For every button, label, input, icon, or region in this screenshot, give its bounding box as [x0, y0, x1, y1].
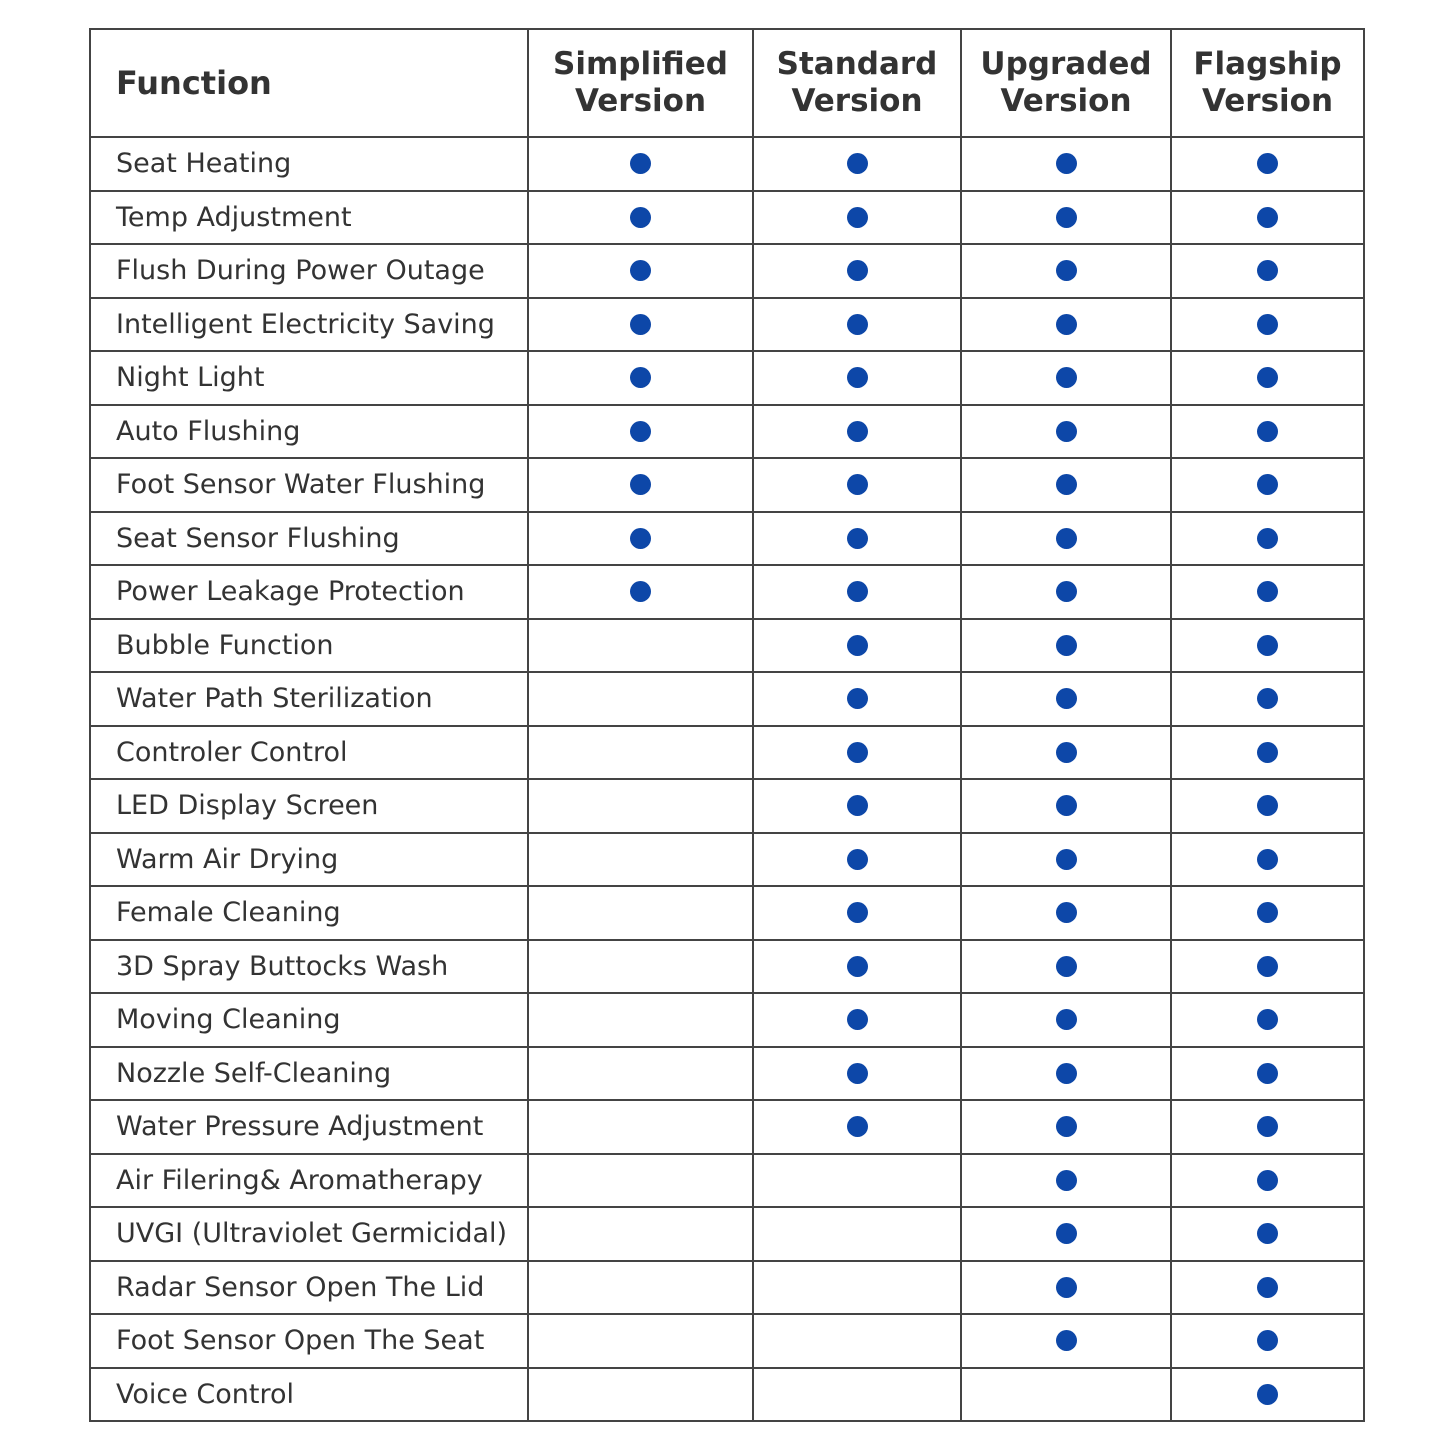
feature-availability-cell — [961, 993, 1171, 1047]
table-row — [90, 619, 1364, 673]
feature-availability-cell — [528, 351, 753, 405]
included-dot-icon — [630, 474, 651, 495]
feature-availability-cell — [528, 1368, 753, 1422]
feature-name: Foot Sensor Water Flushing — [90, 458, 528, 512]
included-dot-icon — [1257, 956, 1278, 977]
included-dot-icon — [1056, 1330, 1077, 1351]
included-dot-icon — [847, 742, 868, 763]
feature-availability-cell — [961, 244, 1171, 298]
table-row — [90, 1100, 1364, 1154]
included-dot-icon — [1257, 742, 1278, 763]
feature-availability-cell — [753, 1154, 961, 1208]
feature-availability-cell — [1171, 405, 1364, 459]
included-dot-icon — [847, 795, 868, 816]
included-dot-icon — [1257, 528, 1278, 549]
feature-availability-cell — [1171, 1207, 1364, 1261]
included-dot-icon — [1056, 795, 1077, 816]
feature-name: Air Filering& Aromatherapy — [90, 1154, 528, 1208]
included-dot-icon — [630, 581, 651, 602]
table-body — [90, 137, 1364, 1421]
feature-availability-cell — [753, 1100, 961, 1154]
feature-availability-cell — [1171, 458, 1364, 512]
feature-availability-cell — [1171, 298, 1364, 352]
feature-name: 3D Spray Buttocks Wash — [90, 940, 528, 994]
feature-availability-cell — [961, 726, 1171, 780]
included-dot-icon — [1257, 849, 1278, 870]
feature-availability-cell — [753, 244, 961, 298]
table-row — [90, 137, 1364, 191]
feature-availability-cell — [753, 351, 961, 405]
included-dot-icon — [1257, 1223, 1278, 1244]
feature-availability-cell — [1171, 1100, 1364, 1154]
included-dot-icon — [1056, 635, 1077, 656]
included-dot-icon — [630, 367, 651, 388]
feature-availability-cell — [753, 191, 961, 245]
feature-availability-cell — [528, 1314, 753, 1368]
feature-availability-cell — [1171, 672, 1364, 726]
feature-name: UVGI (Ultraviolet Germicidal) — [90, 1207, 528, 1261]
feature-name: Controler Control — [90, 726, 528, 780]
included-dot-icon — [1056, 314, 1077, 335]
function-column-header: Function — [90, 29, 528, 137]
feature-availability-cell — [1171, 244, 1364, 298]
feature-name: Radar Sensor Open The Lid — [90, 1261, 528, 1315]
feature-availability-cell — [1171, 726, 1364, 780]
included-dot-icon — [1257, 153, 1278, 174]
included-dot-icon — [847, 474, 868, 495]
included-dot-icon — [847, 1063, 868, 1084]
included-dot-icon — [1257, 1330, 1278, 1351]
table-header-row — [90, 29, 1364, 137]
included-dot-icon — [1056, 902, 1077, 923]
table-row — [90, 191, 1364, 245]
feature-availability-cell — [1171, 512, 1364, 566]
included-dot-icon — [847, 635, 868, 656]
feature-availability-cell — [528, 1207, 753, 1261]
included-dot-icon — [1257, 421, 1278, 442]
feature-availability-cell — [528, 886, 753, 940]
table-row — [90, 405, 1364, 459]
included-dot-icon — [847, 367, 868, 388]
table-row — [90, 1154, 1364, 1208]
feature-availability-cell — [528, 1154, 753, 1208]
included-dot-icon — [847, 153, 868, 174]
included-dot-icon — [1056, 153, 1077, 174]
feature-availability-cell — [961, 137, 1171, 191]
feature-availability-cell — [961, 1368, 1171, 1422]
included-dot-icon — [1257, 1384, 1278, 1405]
feature-name: Auto Flushing — [90, 405, 528, 459]
feature-availability-cell — [1171, 137, 1364, 191]
feature-availability-cell — [528, 940, 753, 994]
feature-availability-cell — [961, 1314, 1171, 1368]
feature-name: Intelligent Electricity Saving — [90, 298, 528, 352]
feature-availability-cell — [753, 565, 961, 619]
upgraded-version-header: Upgraded Version — [961, 29, 1171, 137]
table-row — [90, 726, 1364, 780]
included-dot-icon — [1257, 1170, 1278, 1191]
feature-availability-cell — [1171, 1047, 1364, 1101]
feature-availability-cell — [961, 1100, 1171, 1154]
included-dot-icon — [1056, 956, 1077, 977]
feature-availability-cell — [1171, 351, 1364, 405]
feature-name: LED Display Screen — [90, 779, 528, 833]
included-dot-icon — [1257, 635, 1278, 656]
feature-availability-cell — [753, 1261, 961, 1315]
feature-name: Water Pressure Adjustment — [90, 1100, 528, 1154]
included-dot-icon — [1257, 902, 1278, 923]
included-dot-icon — [1056, 1223, 1077, 1244]
included-dot-icon — [1056, 1170, 1077, 1191]
standard-version-header: Standard Version — [753, 29, 961, 137]
feature-name: Seat Heating — [90, 137, 528, 191]
included-dot-icon — [630, 260, 651, 281]
feature-availability-cell — [753, 1314, 961, 1368]
included-dot-icon — [1056, 1277, 1077, 1298]
included-dot-icon — [1257, 1009, 1278, 1030]
feature-availability-cell — [961, 298, 1171, 352]
feature-availability-cell — [961, 1261, 1171, 1315]
feature-availability-cell — [753, 672, 961, 726]
table-row — [90, 1261, 1364, 1315]
included-dot-icon — [1056, 849, 1077, 870]
feature-availability-cell — [961, 405, 1171, 459]
table-row — [90, 1207, 1364, 1261]
included-dot-icon — [630, 314, 651, 335]
included-dot-icon — [847, 528, 868, 549]
feature-availability-cell — [528, 833, 753, 887]
included-dot-icon — [1056, 581, 1077, 602]
included-dot-icon — [630, 207, 651, 228]
included-dot-icon — [1257, 1277, 1278, 1298]
feature-availability-cell — [753, 1047, 961, 1101]
feature-availability-cell — [753, 833, 961, 887]
feature-availability-cell — [528, 1261, 753, 1315]
feature-availability-cell — [528, 298, 753, 352]
table-row — [90, 1368, 1364, 1422]
feature-availability-cell — [753, 619, 961, 673]
table-row — [90, 993, 1364, 1047]
included-dot-icon — [1056, 1063, 1077, 1084]
included-dot-icon — [1257, 260, 1278, 281]
included-dot-icon — [1257, 581, 1278, 602]
feature-availability-cell — [753, 512, 961, 566]
table-row — [90, 458, 1364, 512]
feature-availability-cell — [1171, 619, 1364, 673]
feature-availability-cell — [1171, 1368, 1364, 1422]
included-dot-icon — [1257, 474, 1278, 495]
feature-availability-cell — [528, 1100, 753, 1154]
feature-availability-cell — [961, 1154, 1171, 1208]
included-dot-icon — [1056, 688, 1077, 709]
flagship-version-header: Flagship Version — [1171, 29, 1364, 137]
included-dot-icon — [630, 153, 651, 174]
feature-availability-cell — [753, 298, 961, 352]
feature-availability-cell — [1171, 191, 1364, 245]
feature-name: Power Leakage Protection — [90, 565, 528, 619]
feature-name: Night Light — [90, 351, 528, 405]
included-dot-icon — [1056, 1116, 1077, 1137]
feature-availability-cell — [961, 191, 1171, 245]
included-dot-icon — [847, 1116, 868, 1137]
feature-availability-cell — [753, 940, 961, 994]
included-dot-icon — [1056, 742, 1077, 763]
included-dot-icon — [1257, 367, 1278, 388]
feature-availability-cell — [528, 1047, 753, 1101]
included-dot-icon — [847, 1009, 868, 1030]
feature-name: Bubble Function — [90, 619, 528, 673]
feature-availability-cell — [528, 779, 753, 833]
feature-availability-cell — [753, 458, 961, 512]
feature-availability-cell — [528, 137, 753, 191]
feature-availability-cell — [1171, 993, 1364, 1047]
feature-availability-cell — [1171, 565, 1364, 619]
table-row — [90, 672, 1364, 726]
feature-availability-cell — [1171, 1314, 1364, 1368]
feature-availability-cell — [961, 1047, 1171, 1101]
included-dot-icon — [847, 421, 868, 442]
feature-availability-cell — [753, 993, 961, 1047]
feature-availability-cell — [1171, 886, 1364, 940]
feature-availability-cell — [961, 619, 1171, 673]
feature-name: Temp Adjustment — [90, 191, 528, 245]
included-dot-icon — [847, 956, 868, 977]
feature-name: Water Path Sterilization — [90, 672, 528, 726]
included-dot-icon — [1257, 1063, 1278, 1084]
feature-availability-cell — [753, 726, 961, 780]
table-row — [90, 1314, 1364, 1368]
feature-availability-cell — [1171, 779, 1364, 833]
feature-availability-cell — [528, 512, 753, 566]
table-row — [90, 779, 1364, 833]
feature-availability-cell — [528, 405, 753, 459]
feature-availability-cell — [961, 1207, 1171, 1261]
included-dot-icon — [847, 207, 868, 228]
included-dot-icon — [1056, 1009, 1077, 1030]
included-dot-icon — [1056, 367, 1077, 388]
table-row — [90, 833, 1364, 887]
table-row — [90, 351, 1364, 405]
feature-availability-cell — [961, 512, 1171, 566]
feature-availability-cell — [528, 191, 753, 245]
table-row — [90, 244, 1364, 298]
included-dot-icon — [847, 849, 868, 870]
feature-availability-cell — [961, 886, 1171, 940]
table-row — [90, 886, 1364, 940]
included-dot-icon — [1257, 207, 1278, 228]
feature-name: Moving Cleaning — [90, 993, 528, 1047]
feature-availability-cell — [528, 244, 753, 298]
feature-availability-cell — [961, 833, 1171, 887]
feature-availability-cell — [961, 672, 1171, 726]
feature-name: Flush During Power Outage — [90, 244, 528, 298]
included-dot-icon — [1257, 795, 1278, 816]
included-dot-icon — [847, 902, 868, 923]
included-dot-icon — [1056, 474, 1077, 495]
feature-availability-cell — [1171, 1261, 1364, 1315]
included-dot-icon — [847, 314, 868, 335]
included-dot-icon — [1056, 528, 1077, 549]
feature-comparison-table — [89, 28, 1365, 1422]
table-row — [90, 565, 1364, 619]
included-dot-icon — [1056, 207, 1077, 228]
included-dot-icon — [847, 688, 868, 709]
table-row — [90, 512, 1364, 566]
included-dot-icon — [1257, 1116, 1278, 1137]
simplified-version-header: Simplified Version — [528, 29, 753, 137]
feature-availability-cell — [961, 565, 1171, 619]
feature-availability-cell — [961, 940, 1171, 994]
feature-availability-cell — [1171, 940, 1364, 994]
feature-availability-cell — [753, 1207, 961, 1261]
included-dot-icon — [847, 260, 868, 281]
included-dot-icon — [630, 421, 651, 442]
feature-availability-cell — [961, 351, 1171, 405]
included-dot-icon — [1257, 314, 1278, 335]
feature-availability-cell — [528, 726, 753, 780]
feature-availability-cell — [1171, 833, 1364, 887]
table-row — [90, 940, 1364, 994]
table-row — [90, 1047, 1364, 1101]
feature-availability-cell — [528, 993, 753, 1047]
feature-name: Female Cleaning — [90, 886, 528, 940]
feature-availability-cell — [961, 779, 1171, 833]
included-dot-icon — [630, 528, 651, 549]
feature-availability-cell — [528, 565, 753, 619]
feature-availability-cell — [528, 672, 753, 726]
feature-name: Seat Sensor Flushing — [90, 512, 528, 566]
feature-name: Voice Control — [90, 1368, 528, 1422]
feature-availability-cell — [1171, 1154, 1364, 1208]
feature-availability-cell — [753, 137, 961, 191]
feature-name: Foot Sensor Open The Seat — [90, 1314, 528, 1368]
feature-availability-cell — [528, 619, 753, 673]
included-dot-icon — [1056, 260, 1077, 281]
feature-name: Warm Air Drying — [90, 833, 528, 887]
feature-availability-cell — [753, 1368, 961, 1422]
feature-availability-cell — [753, 886, 961, 940]
feature-availability-cell — [961, 458, 1171, 512]
included-dot-icon — [1257, 688, 1278, 709]
feature-availability-cell — [753, 405, 961, 459]
feature-name: Nozzle Self-Cleaning — [90, 1047, 528, 1101]
feature-availability-cell — [753, 779, 961, 833]
included-dot-icon — [847, 581, 868, 602]
included-dot-icon — [1056, 421, 1077, 442]
feature-availability-cell — [528, 458, 753, 512]
table-row — [90, 298, 1364, 352]
